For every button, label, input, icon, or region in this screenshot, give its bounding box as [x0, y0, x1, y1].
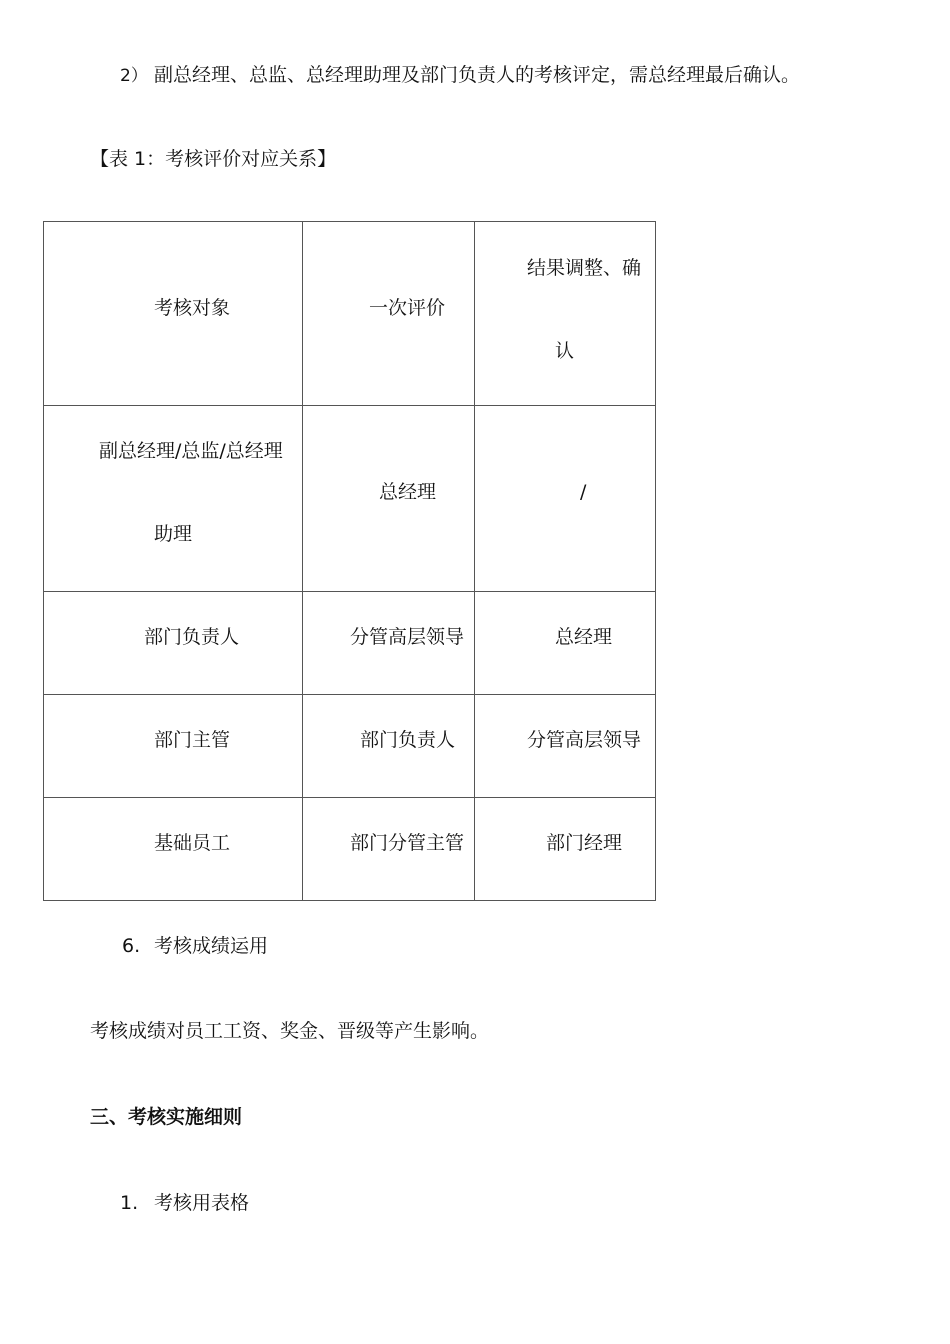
header-cell-confirm	[475, 222, 656, 406]
section-number: 6.	[122, 935, 141, 957]
subsection-number: 1.	[120, 1192, 139, 1214]
subject-value: 部门主管	[154, 729, 231, 751]
first-eval-value: 总经理	[379, 481, 437, 503]
list-item-text: 副总经理、总监、总经理助理及部门负责人的考核评定，需总经理最后确认。	[154, 64, 801, 86]
header-confirm-line2: 认	[555, 340, 575, 362]
header-confirm-line1: 结果调整、确	[527, 257, 642, 279]
section-title: 考核成绩运用	[154, 935, 269, 957]
evaluation-table	[43, 221, 656, 901]
first-eval-value: 部门负责人	[360, 729, 456, 751]
table-row	[44, 798, 656, 901]
cell-confirm	[475, 406, 656, 592]
body-paragraph: 考核成绩对员工工资、奖金、晋级等产生影响。	[90, 1020, 490, 1042]
header-first-eval-label: 一次评价	[369, 297, 446, 319]
cell-subject	[44, 406, 303, 592]
cell-subject	[44, 798, 303, 901]
header-subject-label: 考核对象	[154, 297, 231, 319]
cell-subject	[44, 592, 303, 695]
table-caption: 【表 1：考核评价对应关系】	[90, 148, 337, 170]
table-header-row	[44, 222, 656, 406]
confirm-value: 部门经理	[546, 832, 623, 854]
cell-confirm	[475, 798, 656, 901]
table-row	[44, 406, 656, 592]
header-cell-first-eval	[303, 222, 475, 406]
cell-first-eval	[303, 798, 475, 901]
first-eval-value: 分管高层领导	[350, 626, 465, 648]
confirm-value: 总经理	[555, 626, 613, 648]
list-number: 2）	[120, 66, 148, 86]
cell-confirm	[475, 695, 656, 798]
subsection-1-heading	[120, 1194, 249, 1213]
section-6-heading	[122, 937, 268, 956]
table-row	[44, 695, 656, 798]
confirm-value: /	[580, 481, 587, 503]
subsection-title: 考核用表格	[154, 1192, 250, 1214]
list-item-2	[120, 66, 800, 85]
cell-subject	[44, 695, 303, 798]
header-cell-subject	[44, 222, 303, 406]
subject-value: 基础员工	[154, 832, 231, 854]
section-3-heading: 三、考核实施细则	[90, 1106, 243, 1128]
cell-first-eval	[303, 695, 475, 798]
subject-line2: 助理	[154, 523, 193, 545]
cell-first-eval	[303, 592, 475, 695]
first-eval-value: 部门分管主管	[350, 832, 465, 854]
table-row	[44, 592, 656, 695]
cell-confirm	[475, 592, 656, 695]
cell-first-eval	[303, 406, 475, 592]
confirm-value: 分管高层领导	[527, 729, 642, 751]
subject-line1: 副总经理/总监/总经理	[99, 440, 283, 462]
subject-value: 部门负责人	[144, 626, 240, 648]
